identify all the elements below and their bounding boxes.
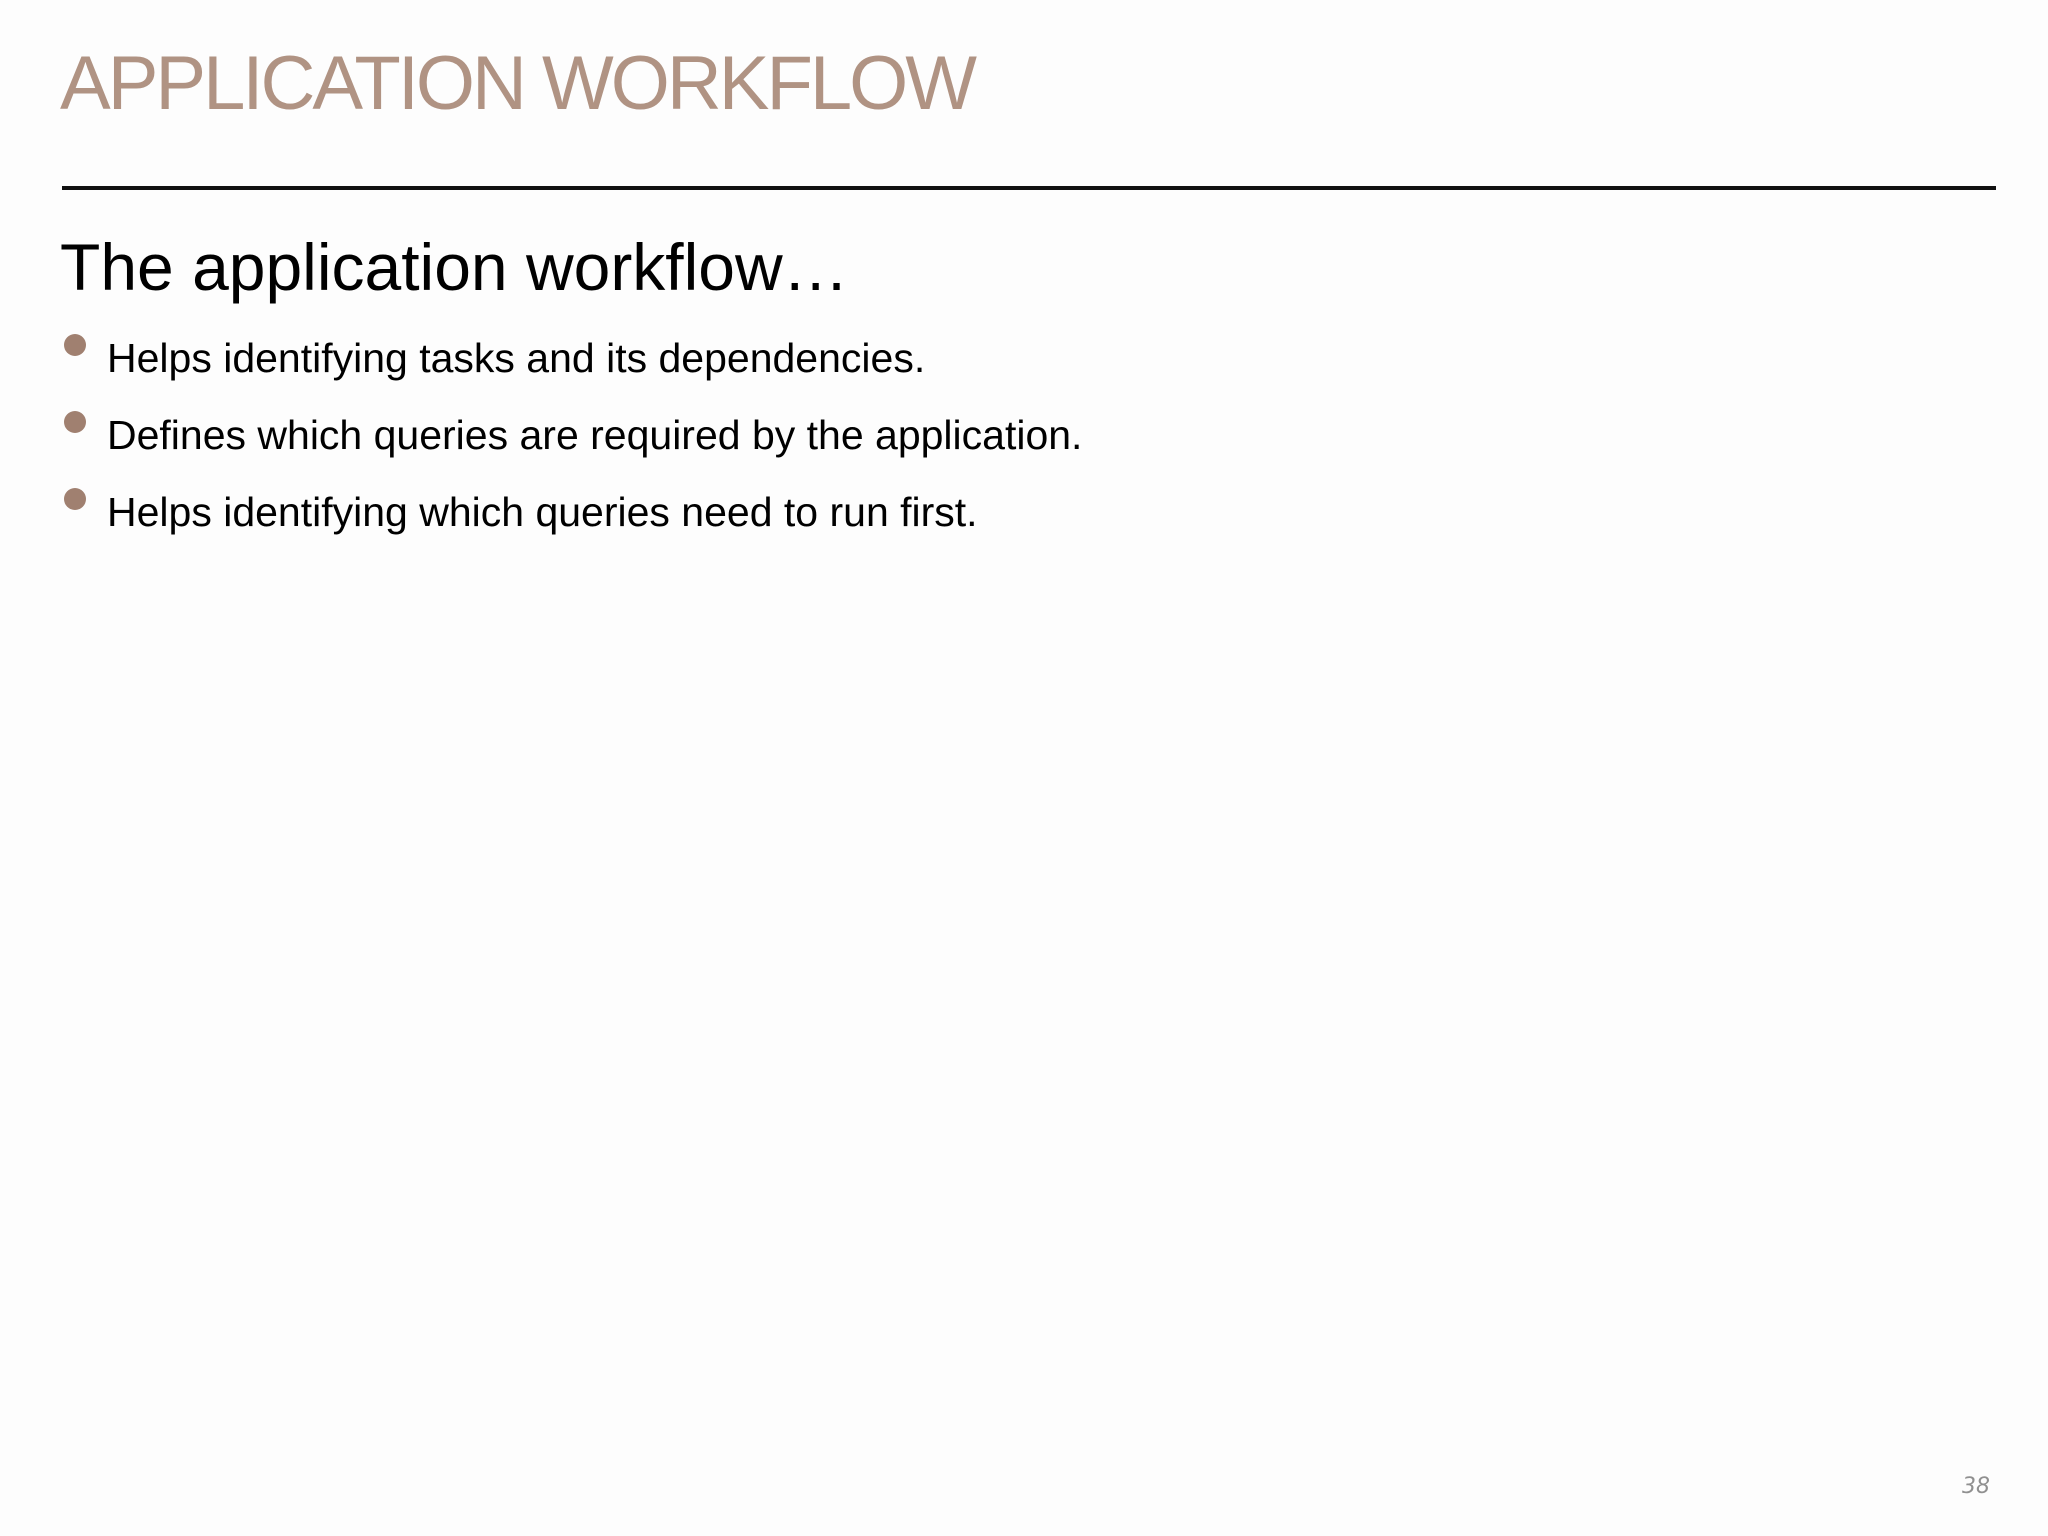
list-item — [60, 326, 1082, 403]
list-item — [60, 403, 1082, 480]
bullet-text: Helps identifying which queries need to run first. — [107, 489, 978, 535]
bullet-text: Defines which queries are required by the application. — [107, 412, 1083, 458]
bullet-icon — [64, 488, 86, 510]
slide-subtitle: The application workflow… — [60, 230, 849, 304]
page-number: 38 — [1962, 1474, 1990, 1499]
slide-title: APPLICATION WORKFLOW — [60, 41, 975, 126]
bullet-list — [60, 326, 1082, 557]
title-divider — [62, 186, 1996, 190]
bullet-icon — [64, 334, 86, 356]
bullet-icon — [64, 411, 86, 433]
bullet-text: Helps identifying tasks and its dependencies. — [107, 335, 926, 381]
list-item — [60, 480, 1082, 557]
